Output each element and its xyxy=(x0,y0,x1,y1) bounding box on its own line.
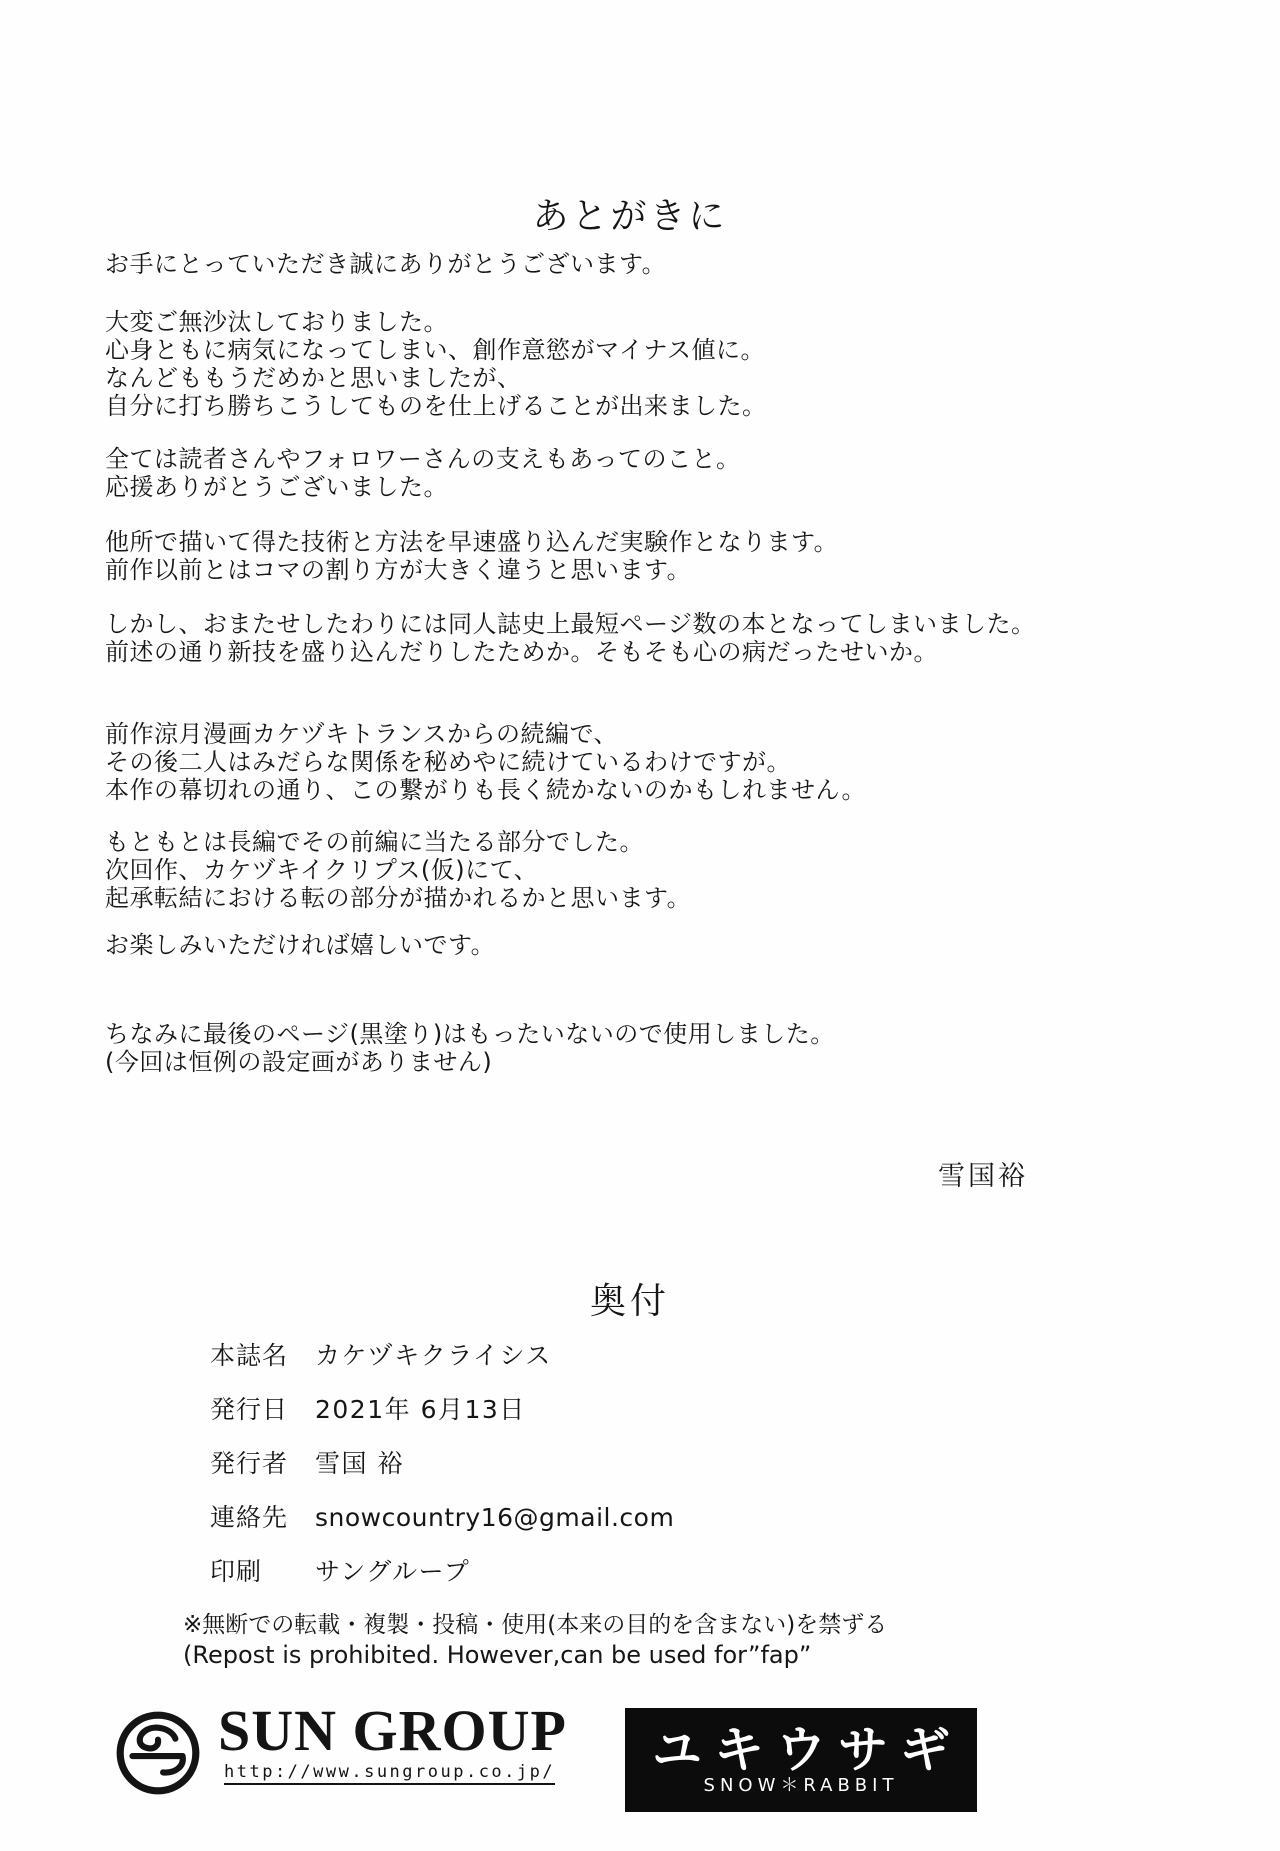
afterword-line: 全ては読者さんやフォロワーさんの支えもあってのこと。 xyxy=(105,445,741,473)
afterword-paragraph xyxy=(105,528,838,584)
sun-group-logo xyxy=(112,1700,567,1800)
colophon-label: 連絡先 xyxy=(210,1503,289,1532)
afterword-line: お楽しみいただければ嬉しいです。 xyxy=(105,931,496,959)
sun-group-emblem-icon xyxy=(112,1708,204,1800)
sun-group-url: http://www.sungroup.co.jp/ xyxy=(224,1762,555,1785)
colophon-value: 雪国 裕 xyxy=(315,1449,404,1478)
snow-rabbit-subtitle: SNOW＊RABBIT xyxy=(703,1775,899,1796)
afterword-paragraph xyxy=(105,720,866,804)
snow-rabbit-logo xyxy=(625,1708,977,1812)
afterword-paragraph xyxy=(105,308,767,420)
sun-group-text xyxy=(218,1700,567,1785)
afterword-line: もともとは長編でその前編に当たる部分でした。 xyxy=(105,828,644,856)
afterword-line: なんどももうだめかと思いましたが、 xyxy=(105,364,522,392)
afterword-line: 自分に打ち勝ちこうしてものを仕上げることが出来ました。 xyxy=(105,392,767,420)
afterword-line: 応援ありがとうございました。 xyxy=(105,473,448,501)
afterword-line: 次回作、カケヅキイクリプス(仮)にて、 xyxy=(105,856,539,884)
reproduction-notice xyxy=(183,1610,887,1670)
notice-english: (Repost is prohibited. However,can be used for”fap” xyxy=(183,1641,812,1669)
afterword-paragraph xyxy=(105,445,741,501)
colophon-row-contact xyxy=(210,1498,674,1534)
afterword-paragraph xyxy=(105,931,495,959)
colophon-label: 本誌名 xyxy=(210,1341,289,1370)
afterword-paragraph xyxy=(105,1020,835,1076)
colophon-row-title xyxy=(210,1336,552,1372)
sun-group-name: SUN GROUP xyxy=(218,1698,567,1763)
afterword-line: 大変ご無沙汰しておりました。 xyxy=(105,308,448,336)
afterword-line: 起承転結における転の部分が描かれるかと思います。 xyxy=(105,884,692,912)
afterword-paragraph xyxy=(105,828,691,912)
colophon-contact-email: snowcountry16@gmail.com xyxy=(315,1503,675,1532)
afterword-line: 前述の通り新技を盛り込んだりしたためか。そもそも心の病だったせいか。 xyxy=(105,638,938,666)
afterword-paragraph xyxy=(105,250,666,278)
notice-japanese: ※無断での転載・複製・投稿・使用(本来の目的を含まない)を禁ずる xyxy=(183,1612,888,1638)
afterword-line: 本作の幕切れの通り、この繋がりも長く続かないのかもしれません。 xyxy=(105,776,866,804)
colophon-label: 発行者 xyxy=(210,1449,289,1478)
afterword-paragraph xyxy=(105,610,1036,666)
snow-rabbit-title: ユキウサギ xyxy=(652,1721,962,1779)
colophon-row-publisher xyxy=(210,1444,404,1480)
afterword-title: あとがきに xyxy=(532,196,728,237)
colophon-value: 2021年 6月13日 xyxy=(315,1395,526,1424)
colophon-value: サングループ xyxy=(315,1557,471,1586)
colophon-row-printer xyxy=(210,1552,470,1588)
colophon-label: 印刷 xyxy=(210,1557,263,1586)
colophon-label: 発行日 xyxy=(210,1395,289,1424)
afterword-line: 前作涼月漫画カケヅキトランスからの続編で、 xyxy=(105,720,619,748)
afterword-line: その後二人はみだらな関係を秘めやに続けているわけですが。 xyxy=(105,748,791,776)
afterword-line: ちなみに最後のページ(黒塗り)はもったいないので使用しました。 xyxy=(105,1020,835,1048)
afterword-line: (今回は恒例の設定画がありません) xyxy=(105,1048,493,1076)
colophon-row-date xyxy=(210,1390,526,1426)
colophon-value: カケヅキクライシス xyxy=(315,1341,552,1370)
afterword-line: お手にとっていただき誠にありがとうございます。 xyxy=(105,250,667,278)
author-signature: 雪国裕 xyxy=(938,1161,1028,1192)
colophon-title: 奥付 xyxy=(589,1281,670,1322)
afterword-line: 他所で描いて得た技術と方法を早速盛り込んだ実験作となります。 xyxy=(105,528,839,556)
afterword-line: 前作以前とはコマの割り方が大きく違うと思います。 xyxy=(105,556,692,584)
afterword-line: しかし、おまたせしたわりには同人誌史上最短ページ数の本となってしまいました。 xyxy=(105,610,1036,638)
afterword-line: 心身ともに病気になってしまい、創作意慾がマイナス値に。 xyxy=(105,336,766,364)
